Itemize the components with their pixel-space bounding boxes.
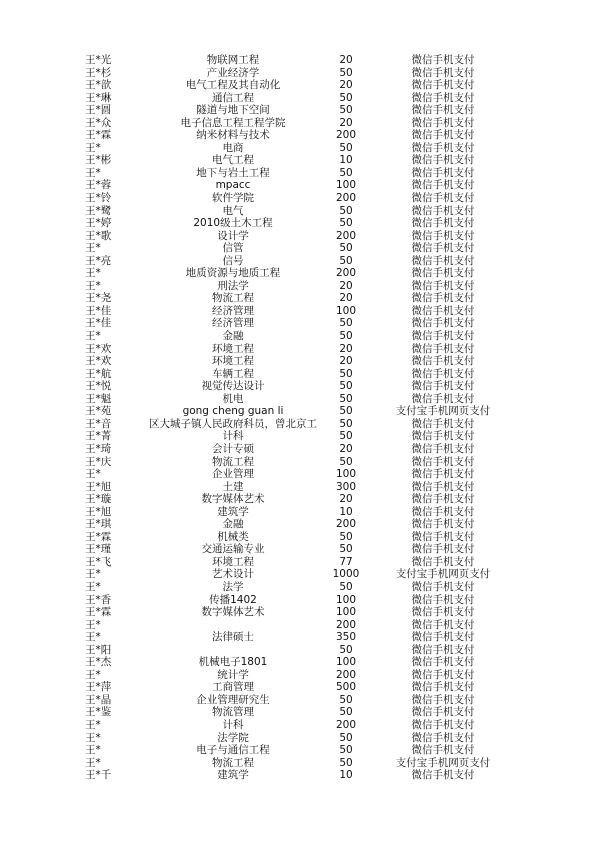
donor-name-cell: 王* [85,668,101,681]
table-row [0,267,600,280]
donor-name-cell: 王*琦 [85,442,112,455]
table-row [0,129,600,142]
payment-method-cell: 微信手机支付 [411,693,475,706]
donor-name-cell: 王*庆 [85,455,112,468]
donor-name-cell: 王*飞 [85,555,112,568]
donor-name-cell: 王*杰 [85,656,112,669]
payment-method-cell: 支付宝手机网页支付 [395,405,491,418]
table-row [0,117,600,130]
payment-method-cell: 微信手机支付 [411,367,475,380]
payment-method-cell: 微信手机支付 [411,342,475,355]
payment-method-cell: 微信手机支付 [411,154,475,167]
amount-cell: 50 [339,330,353,343]
major-cell [148,619,318,632]
amount-cell: 50 [339,693,353,706]
major-cell: 金融 [222,330,244,343]
amount-cell: 20 [339,292,353,305]
payment-method-cell: 微信手机支付 [411,166,475,179]
table-row [0,205,600,218]
amount-cell: 50 [339,204,353,217]
major-cell: 计科 [222,430,244,443]
table-row [0,142,600,155]
payment-method-cell: 微信手机支付 [411,681,475,694]
amount-cell: 200 [335,618,357,631]
amount-cell: 1000 [332,568,360,581]
donor-name-cell: 王*蓉 [85,179,112,192]
amount-cell: 50 [339,580,353,593]
donor-name-cell: 王*婷 [85,217,112,230]
payment-method-cell: 微信手机支付 [411,267,475,280]
donor-name-cell: 王*佳 [85,317,112,330]
major-cell: 物联网工程 [206,54,260,66]
major-cell: 工商管理 [212,681,254,694]
payment-method-cell: 微信手机支付 [411,242,475,255]
major-cell: 通信工程 [212,91,254,104]
amount-cell: 50 [339,242,353,255]
major-cell: 2010级土木工程 [193,217,273,230]
major-cell: 计科 [222,718,244,731]
payment-method-cell: 微信手机支付 [411,505,475,518]
major-cell: 机电 [222,392,244,405]
donor-name-cell: 王*旭 [85,505,112,518]
payment-method-cell: 微信手机支付 [411,668,475,681]
amount-cell: 300 [335,480,357,493]
major-cell: 建筑学 [217,769,249,782]
table-row [0,694,600,707]
donor-name-cell: 王*光 [85,54,112,66]
donor-name-cell: 王*音 [85,417,112,430]
payment-method-cell: 微信手机支付 [411,530,475,543]
major-cell: 电子信息工程工程学院 [180,116,286,129]
major-cell: 企业管理 [212,468,254,481]
amount-cell: 20 [339,442,353,455]
payment-method-cell: 微信手机支付 [411,229,475,242]
donor-name-cell: 王*铃 [85,192,112,205]
donor-name-cell: 王* [85,731,101,744]
major-cell: 环境工程 [212,555,254,568]
amount-cell: 100 [335,656,357,669]
table-row [0,380,600,393]
major-cell: 信号 [222,254,244,267]
amount-cell: 10 [339,505,353,518]
table-row [0,67,600,80]
table-row [0,706,600,719]
payment-method-cell: 微信手机支付 [411,192,475,205]
payment-method-cell: 微信手机支付 [411,217,475,230]
amount-cell: 50 [339,455,353,468]
table-row [0,317,600,330]
donor-name-cell: 王*霖 [85,129,112,142]
amount-cell: 200 [335,718,357,731]
major-cell: 区大城子镇人民政府科员，曾北京工 [149,417,317,430]
amount-cell: 10 [339,769,353,782]
table-row [0,368,600,381]
payment-method-cell: 微信手机支付 [411,304,475,317]
table-row [0,518,600,531]
amount-cell: 50 [339,317,353,330]
donor-name-cell: 王*霖 [85,530,112,543]
payment-method-cell: 微信手机支付 [411,91,475,104]
donor-name-cell: 王* [85,631,101,644]
table-row [0,230,600,243]
major-cell: 环境工程 [212,342,254,355]
table-row [0,154,600,167]
payment-method-cell: 微信手机支付 [411,643,475,656]
major-cell: 机械电子1801 [198,656,268,669]
table-row [0,493,600,506]
amount-cell: 20 [339,279,353,292]
donor-name-cell: 王*亮 [85,254,112,267]
table-row [0,644,600,657]
amount-cell: 20 [339,342,353,355]
payment-method-cell: 微信手机支付 [411,769,475,782]
table-row [0,656,600,669]
donor-name-cell: 王* [85,568,101,581]
payment-method-cell: 微信手机支付 [411,555,475,568]
donor-name-cell: 王*鉴 [85,706,112,719]
amount-cell: 50 [339,417,353,430]
major-cell: 建筑学 [217,505,249,518]
payment-method-cell: 微信手机支付 [411,204,475,217]
amount-cell: 200 [335,518,357,531]
major-cell: 地质资源与地质工程 [185,267,281,280]
table-row [0,217,600,230]
payment-method-cell: 微信手机支付 [411,116,475,129]
table-row [0,54,600,67]
donor-name-cell: 王*晶 [85,693,112,706]
major-cell: 数字媒体艺术 [201,493,265,506]
major-cell: 机械类 [217,530,249,543]
payment-method-cell: 微信手机支付 [411,718,475,731]
table-row [0,418,600,431]
payment-method-cell: 支付宝手机网页支付 [395,568,491,581]
donor-name-cell: 王*尧 [85,292,112,305]
major-cell: 交通运输专业 [201,543,265,556]
table-row [0,594,600,607]
amount-cell: 50 [339,367,353,380]
payment-method-cell: 微信手机支付 [411,141,475,154]
payment-method-cell: 微信手机支付 [411,480,475,493]
donor-name-cell: 王*瑾 [85,543,112,556]
major-cell: 刑法学 [217,279,249,292]
payment-method-cell: 微信手机支付 [411,66,475,79]
donor-name-cell: 王*圆 [85,104,112,117]
payment-method-cell: 微信手机支付 [411,317,475,330]
payment-method-cell: 微信手机支付 [411,355,475,368]
donor-name-cell: 王*琳 [85,91,112,104]
amount-cell: 10 [339,154,353,167]
donation-table [0,54,600,782]
payment-method-cell: 微信手机支付 [411,292,475,305]
major-cell: 金融 [222,518,244,531]
amount-cell: 20 [339,355,353,368]
major-cell: 信管 [222,242,244,255]
major-cell: 环境工程 [212,355,254,368]
payment-method-cell: 微信手机支付 [411,430,475,443]
major-cell [148,644,318,657]
payment-method-cell: 微信手机支付 [411,543,475,556]
table-row [0,79,600,92]
major-cell: 物流工程 [212,756,254,769]
amount-cell: 200 [335,668,357,681]
payment-method-cell: 微信手机支付 [411,631,475,644]
donor-name-cell: 王*魁 [85,392,112,405]
donor-name-cell: 王* [85,756,101,769]
payment-method-cell: 微信手机支付 [411,79,475,92]
major-cell: 隧道与地下空间 [196,104,270,117]
donor-name-cell: 王* [85,242,101,255]
donor-name-cell: 王*萍 [85,681,112,694]
table-row [0,456,600,469]
table-row [0,430,600,443]
amount-cell: 100 [335,606,357,619]
payment-method-cell: 微信手机支付 [411,129,475,142]
table-row [0,619,600,632]
table-row [0,343,600,356]
donor-name-cell: 王*鹭 [85,204,112,217]
donor-name-cell: 王* [85,166,101,179]
donor-name-cell: 王* [85,718,101,731]
payment-method-cell: 微信手机支付 [411,54,475,66]
major-cell: 法学 [222,580,244,593]
amount-cell: 20 [339,493,353,506]
major-cell: 视觉传达设计 [201,380,265,393]
donor-name-cell: 王*歆 [85,79,112,92]
table-row [0,255,600,268]
payment-method-cell: 微信手机支付 [411,392,475,405]
payment-method-cell: 微信手机支付 [411,493,475,506]
donor-name-cell: 王* [85,279,101,292]
amount-cell: 50 [339,405,353,418]
major-cell: 土建 [222,480,244,493]
amount-cell: 50 [339,91,353,104]
donor-name-cell: 王*霖 [85,606,112,619]
donor-name-cell: 王*阳 [85,643,112,656]
payment-method-cell: 微信手机支付 [411,380,475,393]
donor-name-cell: 王*琪 [85,518,112,531]
table-row [0,305,600,318]
major-cell: 软件学院 [212,192,254,205]
major-cell: 电气工程 [212,154,254,167]
major-cell: 地下与岩土工程 [196,166,270,179]
payment-method-cell: 微信手机支付 [411,279,475,292]
major-cell: gong cheng guan li [182,405,284,418]
table-row [0,92,600,105]
major-cell: 经济管理 [212,304,254,317]
payment-method-cell: 微信手机支付 [411,518,475,531]
payment-method-cell: 微信手机支付 [411,455,475,468]
amount-cell: 50 [339,543,353,556]
payment-method-cell: 微信手机支付 [411,606,475,619]
table-row [0,681,600,694]
amount-cell: 50 [339,731,353,744]
table-row [0,192,600,205]
payment-method-cell: 微信手机支付 [411,706,475,719]
amount-cell: 50 [339,744,353,757]
amount-cell: 100 [335,179,357,192]
table-row [0,355,600,368]
table-row [0,393,600,406]
table-row [0,769,600,782]
table-row [0,556,600,569]
major-cell: 物流工程 [212,455,254,468]
amount-cell: 200 [335,267,357,280]
amount-cell: 200 [335,129,357,142]
table-row [0,405,600,418]
major-cell: mpacc [215,179,251,192]
payment-method-cell: 微信手机支付 [411,417,475,430]
major-cell: 设计学 [217,229,249,242]
amount-cell: 200 [335,229,357,242]
table-row [0,292,600,305]
major-cell: 企业管理研究生 [196,693,270,706]
donor-name-cell: 王*菁 [85,430,112,443]
table-row [0,531,600,544]
amount-cell: 50 [339,756,353,769]
major-cell: 电商 [222,141,244,154]
donor-name-cell: 王*欢 [85,342,112,355]
donor-name-cell: 王* [85,468,101,481]
table-row [0,631,600,644]
major-cell: 统计学 [217,668,249,681]
payment-method-cell: 微信手机支付 [411,656,475,669]
payment-method-cell: 微信手机支付 [411,744,475,757]
major-cell: 纳米材料与技术 [196,129,270,142]
donor-name-cell: 王* [85,744,101,757]
table-row [0,280,600,293]
amount-cell: 100 [335,304,357,317]
donor-name-cell: 王*彬 [85,154,112,167]
payment-method-cell: 微信手机支付 [411,580,475,593]
donor-name-cell: 王*欢 [85,355,112,368]
donor-name-cell: 王*香 [85,593,112,606]
donor-name-cell: 王* [85,330,101,343]
table-row [0,606,600,619]
table-row [0,242,600,255]
major-cell: 电气工程及其自动化 [185,79,281,92]
donor-name-cell: 王*悦 [85,380,112,393]
table-row [0,481,600,494]
amount-cell: 50 [339,643,353,656]
table-row [0,581,600,594]
payment-method-cell: 微信手机支付 [411,468,475,481]
table-row [0,506,600,519]
table-row [0,568,600,581]
table-row [0,744,600,757]
donor-name-cell: 王* [85,580,101,593]
amount-cell: 20 [339,54,353,66]
major-cell: 艺术设计 [212,568,254,581]
donor-name-cell: 王*歌 [85,229,112,242]
payment-method-cell: 微信手机支付 [411,179,475,192]
payment-method-cell: 微信手机支付 [411,104,475,117]
amount-cell: 77 [339,555,353,568]
table-row [0,543,600,556]
amount-cell: 200 [335,192,357,205]
donor-name-cell: 王*佳 [85,304,112,317]
donor-name-cell: 王* [85,141,101,154]
donor-name-cell: 王*众 [85,116,112,129]
major-cell: 物流管理 [212,706,254,719]
payment-method-cell: 支付宝手机网页支付 [395,756,491,769]
amount-cell: 50 [339,66,353,79]
donor-name-cell: 王*千 [85,769,112,782]
table-row [0,757,600,770]
donor-name-cell: 王*苑 [85,405,112,418]
donor-name-cell: 王*航 [85,367,112,380]
amount-cell: 350 [335,631,357,644]
major-cell: 产业经济学 [206,66,260,79]
table-row [0,330,600,343]
donor-name-cell: 王*杉 [85,66,112,79]
major-cell: 电气 [222,204,244,217]
major-cell: 传播1402 [209,593,257,606]
table-row [0,669,600,682]
major-cell: 电子与通信工程 [196,744,270,757]
donor-name-cell: 王*旭 [85,480,112,493]
amount-cell: 20 [339,116,353,129]
major-cell: 法律硕士 [212,631,254,644]
payment-method-cell: 微信手机支付 [411,618,475,631]
payment-method-cell: 微信手机支付 [411,254,475,267]
table-row [0,468,600,481]
table-row [0,719,600,732]
major-cell: 会计专硕 [212,442,254,455]
amount-cell: 20 [339,79,353,92]
table-row [0,179,600,192]
amount-cell: 50 [339,530,353,543]
payment-method-cell: 微信手机支付 [411,330,475,343]
payment-method-cell: 微信手机支付 [411,731,475,744]
amount-cell: 100 [335,593,357,606]
major-cell: 数字媒体艺术 [201,606,265,619]
major-cell: 法学院 [217,731,249,744]
major-cell: 物流工程 [212,292,254,305]
amount-cell: 100 [335,468,357,481]
amount-cell: 50 [339,254,353,267]
amount-cell: 500 [335,681,357,694]
donor-name-cell: 王* [85,618,101,631]
amount-cell: 50 [339,392,353,405]
amount-cell: 50 [339,217,353,230]
donor-name-cell: 王* [85,267,101,280]
major-cell: 经济管理 [212,317,254,330]
table-row [0,732,600,745]
donor-name-cell: 王*璇 [85,493,112,506]
table-row [0,443,600,456]
amount-cell: 50 [339,380,353,393]
payment-method-cell: 微信手机支付 [411,442,475,455]
major-cell: 车辆工程 [212,367,254,380]
amount-cell: 50 [339,104,353,117]
amount-cell: 50 [339,141,353,154]
payment-method-cell: 微信手机支付 [411,593,475,606]
amount-cell: 50 [339,430,353,443]
amount-cell: 50 [339,166,353,179]
table-row [0,104,600,117]
table-row [0,167,600,180]
amount-cell: 50 [339,706,353,719]
